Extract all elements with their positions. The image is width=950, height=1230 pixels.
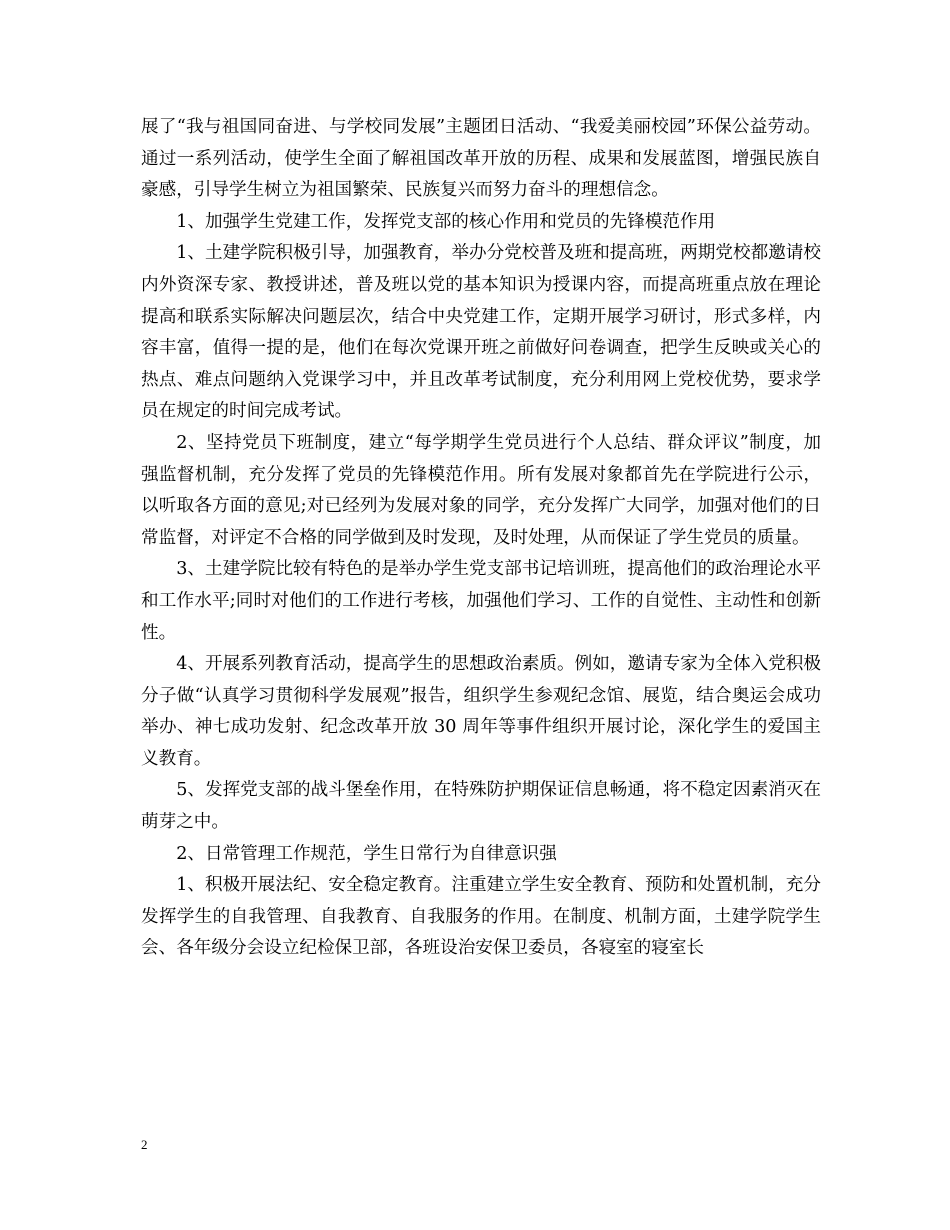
paragraph-party-school: 1、土建学院积极引导，加强教育，举办分党校普及班和提高班，两期党校都邀请校内外资深专家、教授讲述，普及班以党的基本知识为授课内容，而提高班重点放在理论提高和联系实际解决问题层次，结合中央党建工作，定期开展学习研讨，形式多样，内容丰富，值得一提的是，他们在每次党课开班之前做好问卷调查，把学生反映或关心的热点、难点问题纳入党课学习中，并且改革考试制度，充分利用网上党校优势，要求学员在规定的时间完成考试。	[141, 243, 821, 422]
paragraph-1: 展了“我与祖国同奋进、与学校同发展”主题团日活动、“我爱美丽校园”环保公益劳动。通过一系列活动，使学生全面了解祖国改革开放的历程、成果和发展蓝图，增强民族自豪感，引导学生树立为祖国繁荣、民族复兴而努力奋斗的理想信念。	[141, 117, 821, 201]
heading-daily-management: 2、日常管理工作规范，学生日常行为自律意识强	[176, 843, 557, 864]
paragraph-safety-education: 1、积极开展法纪、安全稳定教育。注重建立学生安全教育、预防和处置机制，充分发挥学生的自我管理、自我教育、自我服务的作用。在制度、机制方面，土建学院学生会、各年级分会设立纪检保卫部，各班设治安保卫委员，各寝室的寝室长	[141, 875, 821, 959]
paragraph-party-member-system: 2、坚持党员下班制度，建立“每学期学生党员进行个人总结、群众评议”制度，加强监督机制，充分发挥了党员的先锋模范作用。所有发展对象都首先在学院进行公示，以听取各方面的意见;对已经列为发展对象的同学，充分发挥广大同学，加强对他们的日常监督，对评定不合格的同学做到及时发现，及时处理，从而保证了学生党员的质量。	[141, 432, 821, 548]
heading-party-building: 1、加强学生党建工作，发挥党支部的核心作用和党员的先锋模范作用	[176, 211, 716, 232]
paragraph-party-branch-role: 5、发挥党支部的战斗堡垒作用，在特殊防护期保证信息畅通，将不稳定因素消灭在萌芽之中。	[141, 780, 821, 833]
paragraph-secretary-training: 3、土建学院比较有特色的是举办学生党支部书记培训班，提高他们的政治理论水平和工作水平;同时对他们的工作进行考核，加强他们学习、工作的自觉性、主动性和创新性。	[141, 559, 821, 643]
page-number: 2	[141, 1137, 148, 1152]
document-body	[141, 112, 821, 965]
paragraph-education-activities: 4、开展系列教育活动，提高学生的思想政治素质。例如，邀请专家为全体入党积极分子做“认真学习贯彻科学发展观”报告，组织学生参观纪念馆、展览，结合奥运会成功举办、神七成功发射、纪念改革开放 30 周年等事件组织开展讨论，深化学生的爱国主义教育。	[141, 654, 821, 769]
